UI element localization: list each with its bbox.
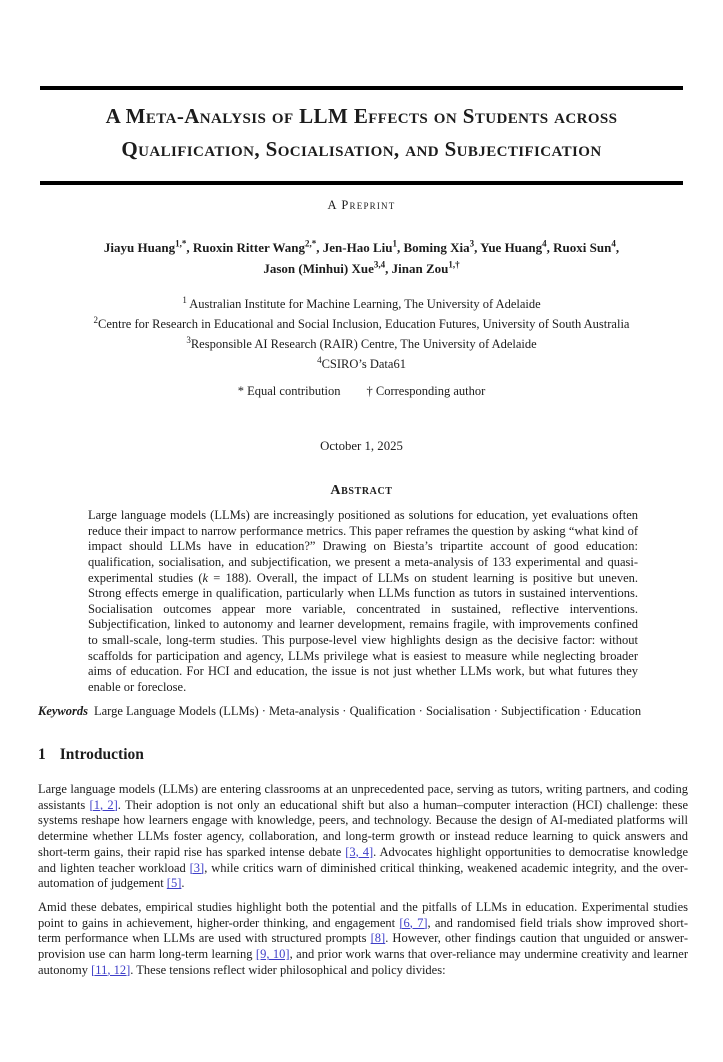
author-affil-mark: 4 [611, 239, 616, 249]
paper-title [45, 100, 678, 166]
author-separator: , [397, 240, 404, 256]
author-row-1 [0, 236, 723, 256]
text-run: Large language models (LLMs) are entering classrooms at an unprecedented pace, serving as tutors, writing partners, and coding assistants [38, 782, 688, 812]
author-affil-mark: 2,* [305, 239, 317, 249]
author-affil-mark: 4 [542, 239, 547, 249]
title-rule-bottom [40, 181, 683, 185]
author-list [0, 236, 723, 277]
author-affil-mark: 1 [392, 239, 397, 249]
abstract-text [88, 508, 638, 695]
abstract-run: Large language models (LLMs) are increasingly positioned as solutions for education, yet evaluations often reduce their impact to narrow performance metrics. This paper reframes the question by asking “what kind of impact should LLMs have in education?” Drawing on Biesta’s tripartite account of good education: qualification, socialisation, and subjectification, we present a meta-analysis of 133 experimental and quasi-experimental studies ( [88, 508, 638, 585]
affiliation [0, 312, 723, 332]
author-separator: , [316, 240, 323, 256]
section-heading-introduction [38, 746, 688, 764]
citation-link[interactable]: [6, 7] [399, 915, 428, 930]
author-name: Yue Huang [480, 240, 543, 256]
author [193, 240, 323, 255]
text-run: Amid these debates, empirical studies highlight both the potential and the pitfalls of LLMs in education. Experimental studies point to gains in achievement, higher-order thinking, and engagement [38, 899, 688, 930]
author [263, 261, 391, 276]
text-run: . [181, 876, 185, 891]
author [392, 261, 460, 276]
text-run: . However, other findings caution that unguided or answer-provision use can harm long-term learning [38, 931, 688, 962]
author [553, 240, 619, 255]
publication-date: October 1, 2025 [320, 439, 403, 454]
affiliation [0, 352, 723, 372]
title-rule-top [40, 86, 683, 90]
section-title: Introduction [59, 746, 144, 763]
author-name: Ruoxin Ritter Wang [192, 240, 306, 256]
citation-link[interactable]: [3, 4] [345, 844, 374, 859]
dagger-mark: † [366, 384, 373, 399]
affiliation-mark: 1 [182, 294, 187, 305]
citation-link[interactable]: [11, 12] [91, 962, 131, 977]
abstract-run: = 188). Overall, the impact of LLMs on student learning is positive but uneven. Strong effects emerge in qualification, particularly when LLMs function as tutors in sustained interventions. Socialisation outcomes appear more variable, concentrated in sustained, reflective interventions. Subjectification, linked to autonomy and learner development, remains fragile, with improvements confined to small-scale, long-term studies. This purpose-level view highlights design as the decisive factor: without scaffolds for participation and agency, LLMs privilege what is easiest to measure while neglecting broader aims of education. For HCI and education, the issue is not just whether LLMs work, but what futures they enable or foreclose. [88, 570, 638, 694]
author [404, 240, 481, 255]
author-row-2 [0, 256, 723, 276]
affiliation-text: Responsible AI Research (RAIR) Centre, The University of Adelaide [190, 337, 537, 352]
abstract-heading: Abstract [330, 483, 393, 499]
keywords-text: Large Language Models (LLMs) · Meta-analysis · Qualification · Socialisation · Subjectification · Education [94, 704, 642, 719]
author-name: Jinan Zou [391, 260, 449, 276]
section-number: 1 [38, 746, 46, 763]
affiliation-list [0, 292, 723, 373]
equal-contribution-note [238, 384, 341, 398]
citation-link[interactable]: [1, 2] [89, 797, 118, 812]
keywords-line [38, 704, 688, 720]
author-name: Jiayu Huang [103, 240, 176, 256]
preprint-label: A Preprint [327, 198, 396, 212]
author-name: Boming Xia [403, 240, 470, 256]
author-name: Jason (Minhui) Xue [263, 260, 374, 276]
author-affil-mark: 3,4 [373, 259, 386, 270]
affiliation-text: Centre for Research in Educational and Social Inclusion, Education Futures, University of South Australia [98, 316, 630, 331]
intro-paragraph-1 [38, 782, 688, 892]
intro-paragraph-2 [38, 900, 688, 979]
author-separator: , [474, 240, 481, 256]
text-run: , while critics warn of diminished critical thinking, weakened academic integrity, and the over-automation of judgement [38, 860, 688, 891]
paper-page [0, 86, 723, 1062]
affiliation [0, 292, 723, 312]
affiliation-mark: 2 [93, 314, 98, 325]
paper-title-line2: Qualification, Socialisation, and Subjectification [121, 137, 602, 161]
author [104, 240, 193, 255]
text-run: . Their adoption is not only an educational shift but also a human–computer interaction (HCI) challenge: these systems reshape how learners engage with knowledge, peers, and technology. Because the design of AI-mediated platforms will determine whether LLMs foster agency, collaboration, and long-term growth or instead reduce learning to quick answers and short-term gains, their rapid rise has sparked intense debate [38, 797, 688, 859]
author-name: Ruoxi Sun [553, 240, 612, 256]
text-run: , and prior work warns that over-reliance may undermine creativity and learner autonomy [38, 947, 688, 977]
citation-link[interactable]: [9, 10] [255, 947, 290, 962]
paper-title-line1: A Meta-Analysis of LLM Effects on Students across [105, 104, 618, 128]
citation-link[interactable]: [3] [189, 860, 205, 875]
note-text: Corresponding author [375, 384, 486, 399]
affiliation-text: CSIRO’s Data61 [321, 357, 406, 372]
author-name: Jen-Hao Liu [322, 240, 393, 256]
author-separator: , [546, 240, 554, 256]
affiliation-mark: 3 [186, 334, 191, 345]
affiliation [0, 332, 723, 352]
text-run: . Advocates highlight opportunities to democratise knowledge and lighten teacher workload [38, 844, 688, 875]
author-affil-mark: 1,† [448, 259, 460, 270]
contribution-notes [0, 384, 723, 399]
author-separator: , [186, 240, 193, 256]
citation-link[interactable]: [8] [370, 931, 386, 946]
author-separator: , [385, 260, 392, 276]
note-text: Equal contribution [247, 384, 341, 399]
author [323, 240, 404, 255]
text-run: , and randomised field trials show improved short-term performance when LLMs are used with structured prompts [38, 915, 688, 946]
affiliation-text: Australian Institute for Machine Learning, The University of Adelaide [189, 296, 541, 311]
corresponding-author-note [367, 384, 486, 398]
author-separator: , [615, 240, 620, 256]
author [480, 240, 553, 255]
k-variable: k [202, 570, 209, 585]
author-affil-mark: 1,* [175, 239, 187, 249]
text-run: . These tensions reflect wider philosophical and policy divides: [130, 962, 446, 977]
affiliation-mark: 4 [317, 355, 322, 366]
keywords-label: Keywords [38, 704, 88, 719]
citation-link[interactable]: [5] [166, 876, 182, 891]
author-affil-mark: 3 [469, 239, 475, 249]
asterisk-mark: * [237, 384, 244, 399]
